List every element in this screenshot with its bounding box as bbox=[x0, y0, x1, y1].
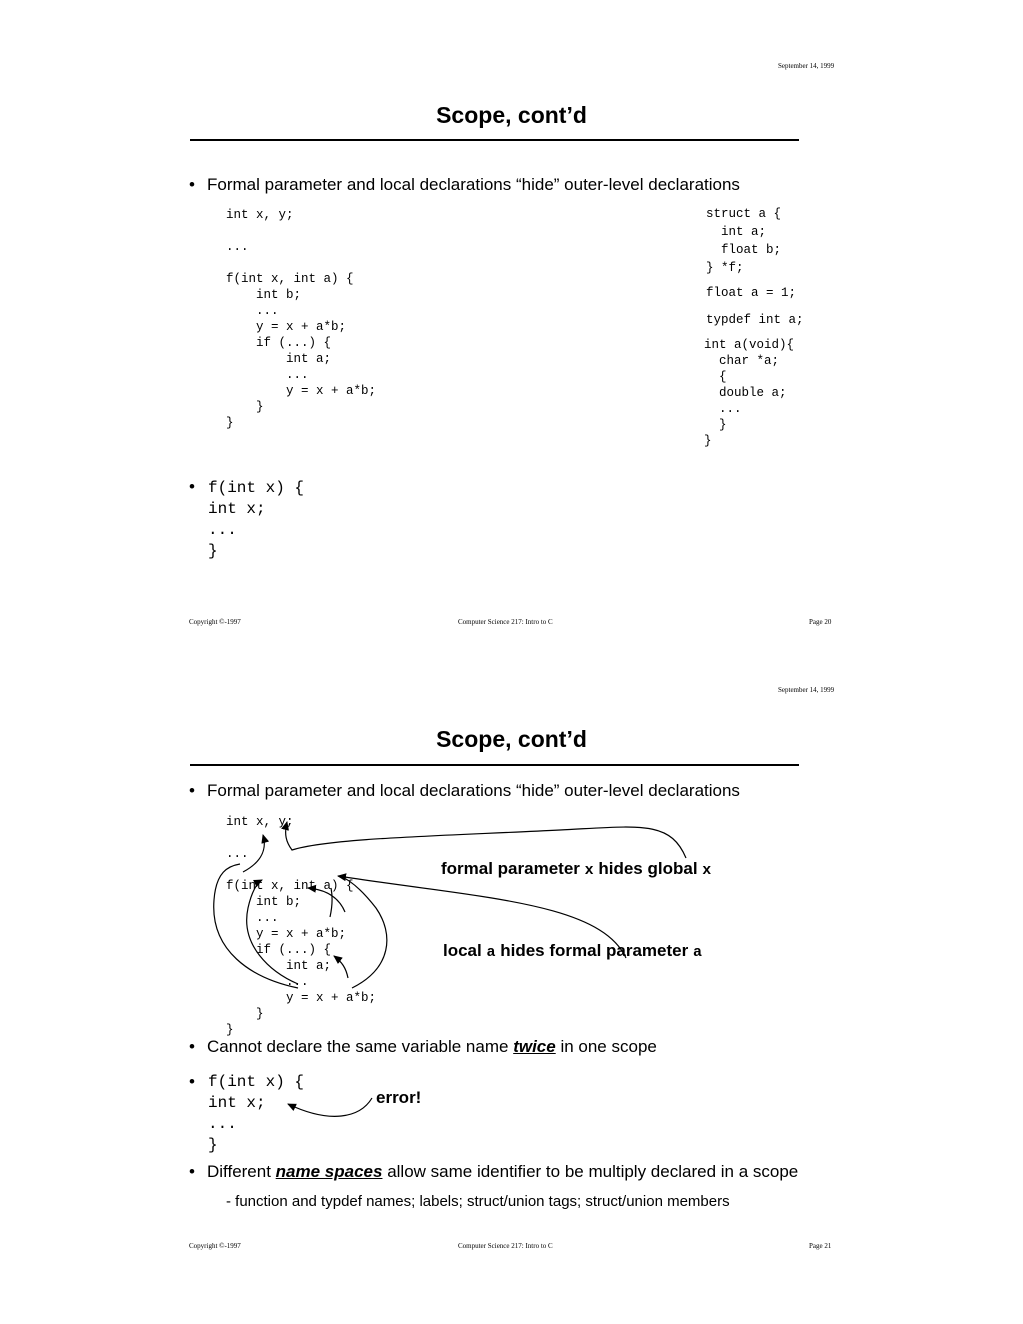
code-block-function: int a(void){ char *a; { double a; ... } } bbox=[704, 338, 795, 448]
code-block-typedef: typdef int a; bbox=[706, 313, 804, 327]
bullet-text: Formal parameter and local declarations “hide” outer-level declarations bbox=[207, 781, 740, 800]
slide-date: September 14, 1999 bbox=[778, 62, 835, 70]
bullet-text: Formal parameter and local declarations “hide” outer-level declarations bbox=[207, 175, 740, 194]
code-block-left: int x, y; ... f(int x, int a) { int b; ... y = x + a*b; if (...) { int a; ... y = x + a*b; } } bbox=[226, 208, 377, 430]
footer-copyright: Copyright ©-1997 bbox=[189, 1242, 241, 1250]
arrow-formal-to-global bbox=[286, 822, 686, 858]
slide-title: Scope, cont’d bbox=[436, 726, 587, 752]
code-block-struct: struct a { int a; float b; } *f; bbox=[706, 207, 782, 275]
error-arrow bbox=[288, 1098, 372, 1116]
footer-copyright: Copyright ©-1997 bbox=[189, 618, 241, 626]
arrow-inner-x-to-param-x bbox=[214, 864, 298, 988]
annotation-local-hides-formal: local a hides formal parameter a bbox=[443, 941, 702, 961]
footer-page: Page 20 bbox=[809, 618, 832, 626]
bullet-marker: • bbox=[189, 175, 195, 194]
bullet-marker: • bbox=[189, 1162, 195, 1181]
arrow-ab-to-int-b bbox=[330, 888, 332, 917]
code-block-bullet3: f(int x) { int x; ... } bbox=[208, 1073, 305, 1154]
footer-course: Computer Science 217: Intro to C bbox=[458, 618, 553, 626]
arrow-inner-a-to-param-a bbox=[340, 876, 387, 988]
bullet-text: Cannot declare the same variable name twice in one scope bbox=[207, 1037, 657, 1056]
footer-page: Page 21 bbox=[809, 1242, 832, 1250]
code-block-left: int x, y; ... f(int x, int a) { int b; ... y = x + a*b; if (...) { int a; ... y = x + a*b; } } bbox=[226, 815, 377, 1037]
bullet-text: Different name spaces allow same identifier to be multiply declared in a scope bbox=[207, 1162, 799, 1181]
arrow-param-x-to-global-x bbox=[243, 835, 264, 872]
slide-date: September 14, 1999 bbox=[778, 686, 835, 694]
slide-title: Scope, cont’d bbox=[436, 102, 587, 128]
sub-bullet-text: - function and typdef names; labels; struct/union tags; struct/union members bbox=[226, 1193, 730, 1210]
code-block-float: float a = 1; bbox=[706, 286, 797, 300]
bullet-marker: • bbox=[189, 1037, 195, 1056]
code-block-bullet2: f(int x) { int x; ... } bbox=[208, 479, 305, 560]
bullet-marker: • bbox=[189, 1072, 195, 1091]
arrow-to-int-b bbox=[308, 888, 345, 912]
annotation-formal-hides-global: formal parameter x hides global x bbox=[441, 859, 712, 879]
bullet-marker: • bbox=[189, 477, 195, 496]
bullet-marker: • bbox=[189, 781, 195, 800]
arrow-inner-x-loop bbox=[247, 880, 298, 984]
arrow-inner-ab-to-local-a bbox=[334, 956, 348, 978]
footer-course: Computer Science 217: Intro to C bbox=[458, 1242, 553, 1250]
error-label: error! bbox=[376, 1088, 422, 1107]
